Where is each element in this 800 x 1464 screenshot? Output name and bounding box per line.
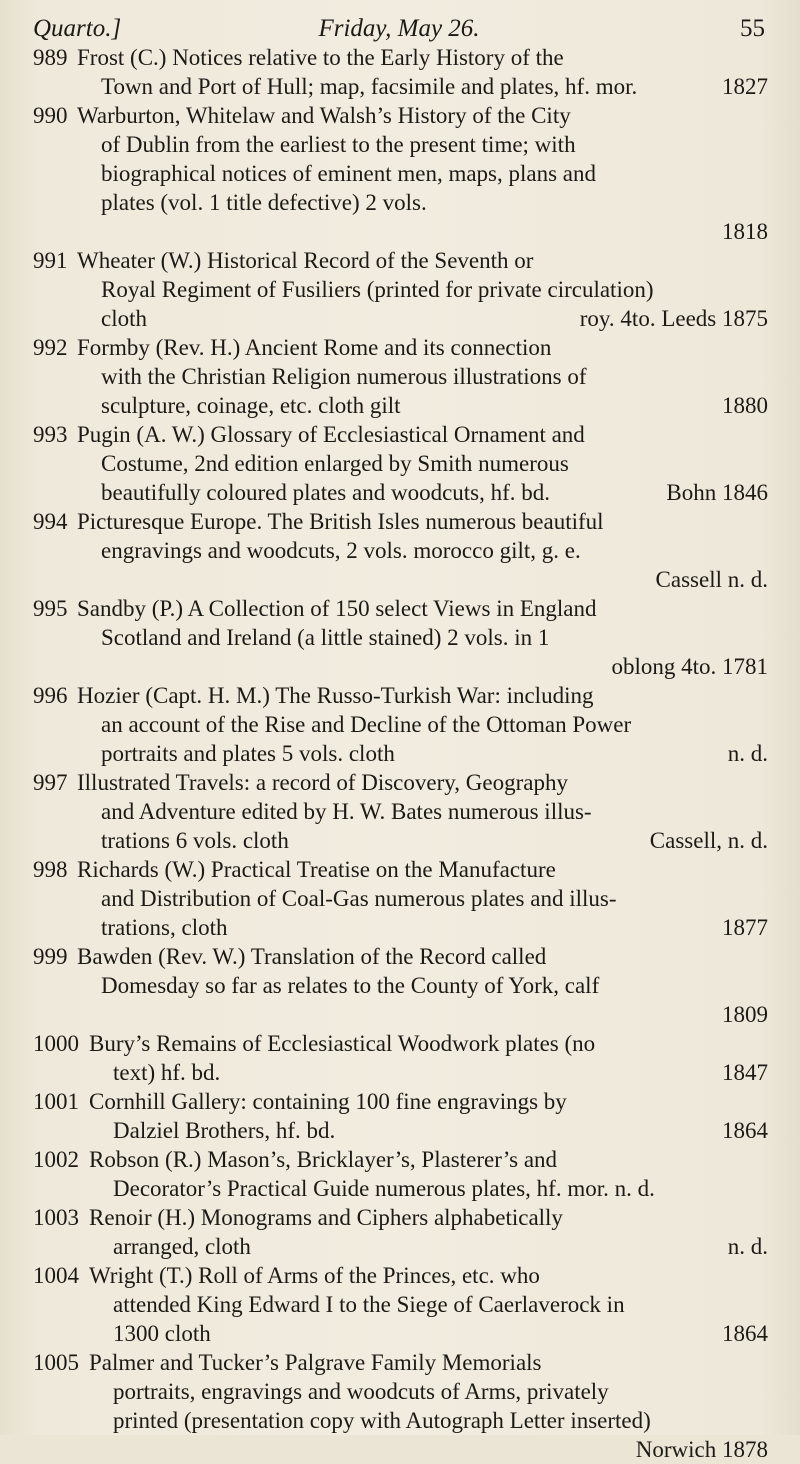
lot-number: 996 <box>33 683 68 708</box>
lot-entry <box>33 1087 768 1145</box>
lot-description-line: printed (presentation copy with Autograph Letter inserted) <box>113 1408 651 1433</box>
lot-description-line: Wheater (W.) Historical Record of the Seventh or <box>77 248 534 273</box>
lot-entry <box>33 1348 768 1464</box>
lot-description-line: trations, cloth <box>101 915 228 940</box>
section-label: Quarto.] <box>33 15 122 42</box>
lot-description-line: Wright (T.) Roll of Arms of the Princes, etc. who <box>89 1263 540 1288</box>
lot-description-line: and Distribution of Coal-Gas numerous plates and illus- <box>101 886 617 911</box>
lot-description-line: cloth <box>101 306 147 331</box>
lot-description-line: 1300 cloth <box>113 1321 211 1346</box>
lot-imprint: oblong 4to. 1781 <box>611 654 768 679</box>
lot-number: 1003 <box>33 1205 79 1230</box>
lot-description-line: attended King Edward I to the Siege of Caerlaverock in <box>113 1292 625 1317</box>
lot-description-line: Robson (R.) Mason’s, Bricklayer’s, Plasterer’s and <box>89 1147 558 1172</box>
lot-description-line: Formby (Rev. H.) Ancient Rome and its connection <box>77 335 552 360</box>
lot-description-line: arranged, cloth <box>113 1234 251 1259</box>
lot-description-line: trations 6 vols. cloth <box>101 828 289 853</box>
lot-number: 992 <box>33 335 68 360</box>
lot-entry <box>33 246 768 333</box>
lot-imprint: 1864 <box>722 1118 768 1143</box>
lot-description-line: Scotland and Ireland (a little stained) 2 vols. in 1 <box>101 625 550 650</box>
lot-number: 991 <box>33 248 68 273</box>
lot-number: 997 <box>33 770 68 795</box>
lot-description-line: Pugin (A. W.) Glossary of Ecclesiastical Ornament and <box>77 422 585 447</box>
lot-list <box>33 43 768 1464</box>
lot-description-line: beautifully coloured plates and woodcuts, hf. bd. <box>101 480 551 505</box>
lot-entry <box>33 420 768 507</box>
lot-imprint: 1809 <box>722 1002 768 1027</box>
lot-entry <box>33 1261 768 1348</box>
lot-description-line: and Adventure edited by H. W. Bates numerous illus- <box>101 799 592 824</box>
lot-description-line: Decorator’s Practical Guide numerous plates, hf. mor. n. d. <box>113 1176 655 1201</box>
lot-entry <box>33 333 768 420</box>
lot-description-line: Bawden (Rev. W.) Translation of the Record called <box>77 944 547 969</box>
lot-entry <box>33 1145 768 1203</box>
lot-description-line: plates (vol. 1 title defective) 2 vols. <box>101 190 427 215</box>
lot-imprint: Cassell n. d. <box>655 567 768 592</box>
lot-description-line: Picturesque Europe. The British Isles numerous beautiful <box>77 509 604 534</box>
lot-entry <box>33 101 768 246</box>
lot-description-line: Town and Port of Hull; map, facsimile and plates, hf. mor. <box>101 74 638 99</box>
lot-imprint: Norwich 1878 <box>635 1437 768 1462</box>
lot-description-line: sculpture, coinage, etc. cloth gilt <box>101 393 401 418</box>
lot-description-line: Costume, 2nd edition enlarged by Smith numerous <box>101 451 569 476</box>
lot-imprint: 1818 <box>722 219 768 244</box>
lot-description-line: Illustrated Travels: a record of Discovery, Geography <box>77 770 568 795</box>
lot-entry <box>33 594 768 681</box>
lot-imprint: 1877 <box>722 915 768 940</box>
page-number: 55 <box>740 15 765 42</box>
lot-description-line: with the Christian Religion numerous illustrations of <box>101 364 587 389</box>
lot-imprint: n. d. <box>727 1234 768 1259</box>
lot-entry <box>33 43 768 101</box>
lot-number: 1002 <box>33 1147 79 1172</box>
lot-number: 999 <box>33 944 68 969</box>
lot-entry <box>33 855 768 942</box>
lot-description-line: of Dublin from the earliest to the present time; with <box>101 132 576 157</box>
sale-date: Friday, May 26. <box>318 15 480 42</box>
lot-imprint: 1827 <box>722 74 768 99</box>
lot-description-line: Richards (W.) Practical Treatise on the Manufacture <box>77 857 556 882</box>
lot-imprint: roy. 4to. Leeds 1875 <box>579 306 768 331</box>
lot-number: 1004 <box>33 1263 79 1288</box>
lot-description-line: portraits, engravings and woodcuts of Arms, privately <box>113 1379 609 1404</box>
lot-description-line: biographical notices of eminent men, maps, plans and <box>101 161 597 186</box>
page-header <box>33 14 765 44</box>
lot-number: 989 <box>33 45 68 70</box>
lot-imprint: 1847 <box>722 1060 768 1085</box>
lot-description-line: Domesday so far as relates to the County of York, calf <box>101 973 600 998</box>
lot-entry <box>33 1203 768 1261</box>
lot-number: 1001 <box>33 1089 79 1114</box>
lot-imprint: 1864 <box>722 1321 768 1346</box>
lot-number: 995 <box>33 596 68 621</box>
lot-description-line: an account of the Rise and Decline of the Ottoman Power <box>101 712 632 737</box>
lot-number: 998 <box>33 857 68 882</box>
lot-description-line: Renoir (H.) Monograms and Ciphers alphabetically <box>89 1205 563 1230</box>
lot-number: 990 <box>33 103 68 128</box>
lot-description-line: Dalziel Brothers, hf. bd. <box>113 1118 336 1143</box>
lot-entry <box>33 1029 768 1087</box>
lot-entry <box>33 942 768 1029</box>
lot-description-line: Royal Regiment of Fusiliers (printed for private circulation) <box>101 277 654 302</box>
lot-description-line: Bury’s Remains of Ecclesiastical Woodwork plates (no <box>89 1031 596 1056</box>
lot-description-line: Palmer and Tucker’s Palgrave Family Memorials <box>89 1350 542 1375</box>
lot-description-line: Warburton, Whitelaw and Walsh’s History of the City <box>77 103 571 128</box>
lot-imprint: 1880 <box>722 393 768 418</box>
lot-description-line: portraits and plates 5 vols. cloth <box>101 741 395 766</box>
lot-number: 993 <box>33 422 68 447</box>
lot-imprint: Bohn 1846 <box>666 480 768 505</box>
lot-description-line: Sandby (P.) A Collection of 150 select Views in England <box>77 596 597 621</box>
lot-description-line: engravings and woodcuts, 2 vols. morocco gilt, g. e. <box>101 538 581 563</box>
lot-imprint: n. d. <box>727 741 768 766</box>
lot-description-line: text) hf. bd. <box>113 1060 221 1085</box>
lot-number: 994 <box>33 509 68 534</box>
lot-imprint: Cassell, n. d. <box>649 828 768 853</box>
lot-entry <box>33 768 768 855</box>
lot-entry <box>33 507 768 594</box>
lot-description-line: Cornhill Gallery: containing 100 fine engravings by <box>89 1089 567 1114</box>
lot-description-line: Frost (C.) Notices relative to the Early History of the <box>77 45 564 70</box>
lot-number: 1000 <box>33 1031 79 1056</box>
lot-description-line: Hozier (Capt. H. M.) The Russo-Turkish War: including <box>77 683 594 708</box>
lot-entry <box>33 681 768 768</box>
lot-number: 1005 <box>33 1350 79 1375</box>
